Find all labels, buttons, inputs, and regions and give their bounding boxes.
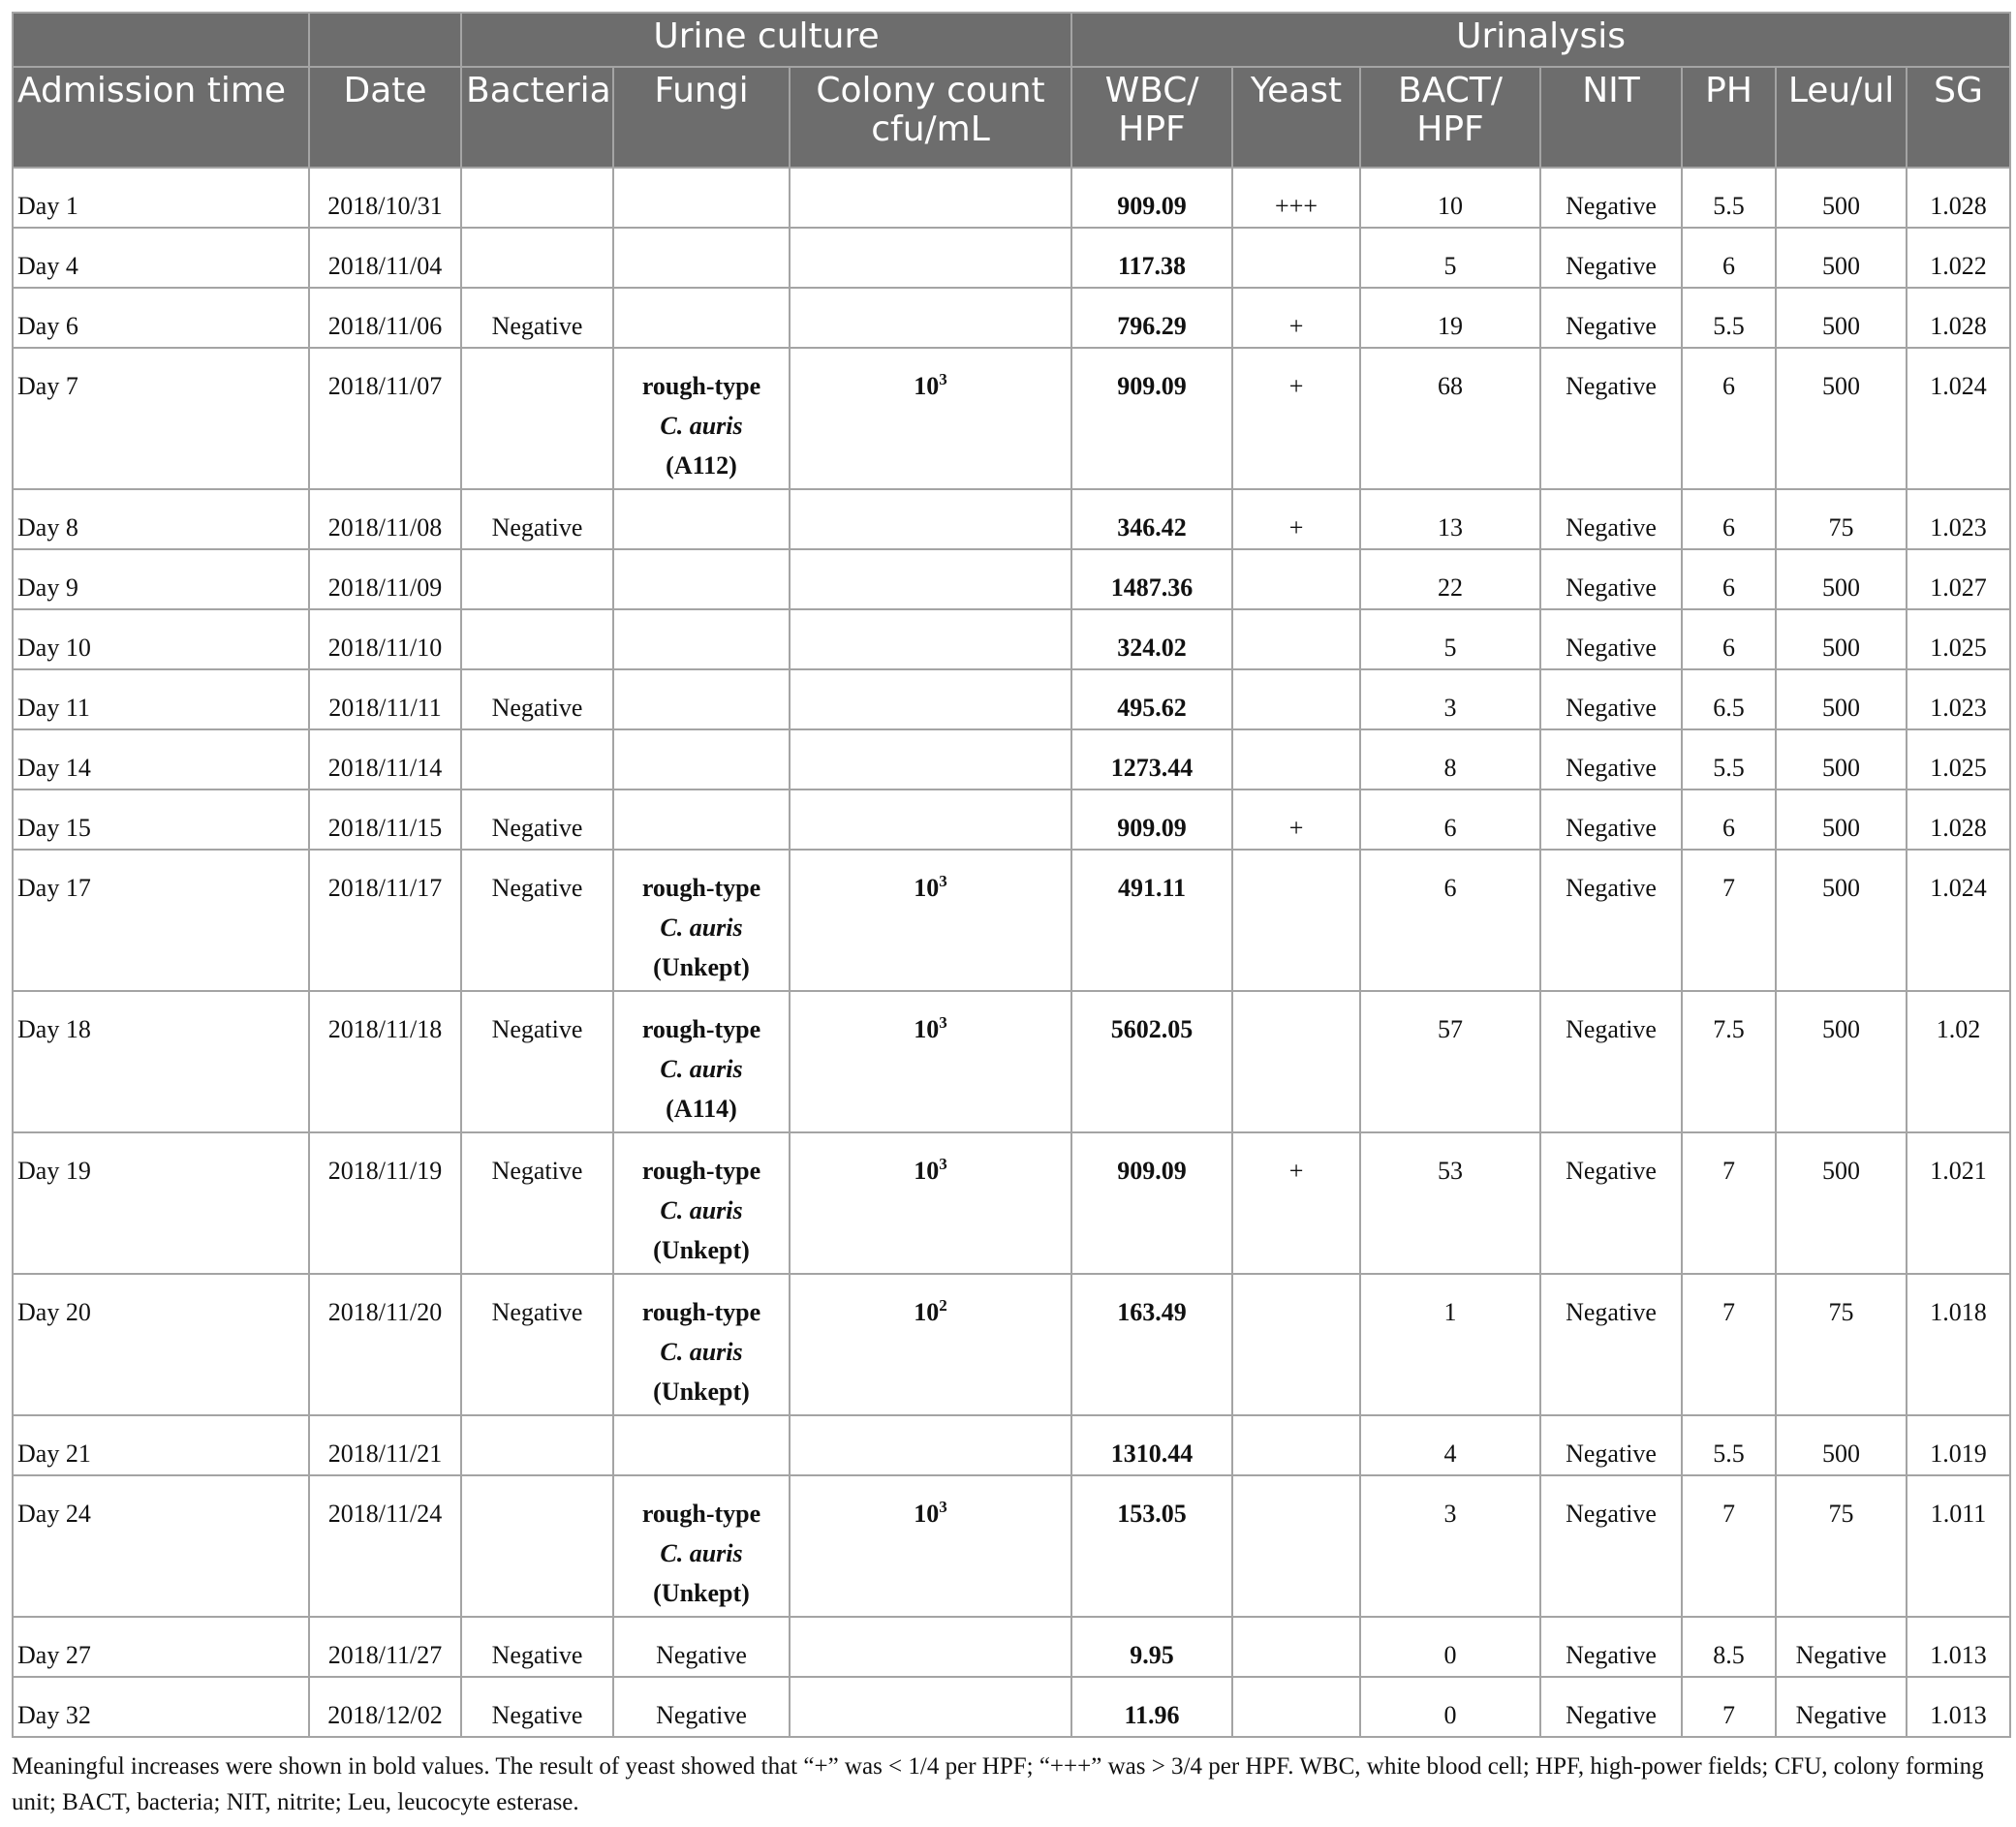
cell-admission-time: Day 21 bbox=[13, 1415, 309, 1475]
cell-bact: 0 bbox=[1360, 1677, 1540, 1737]
table-row bbox=[13, 609, 2010, 669]
cell-admission-time: Day 15 bbox=[13, 790, 309, 850]
cell-wbc: 117.38 bbox=[1071, 228, 1232, 288]
cell-date: 2018/11/24 bbox=[309, 1475, 461, 1617]
cell-fungi bbox=[613, 1475, 790, 1617]
cell-yeast bbox=[1232, 549, 1360, 609]
cell-date: 2018/11/27 bbox=[309, 1617, 461, 1677]
cell-admission-time: Day 6 bbox=[13, 288, 309, 348]
header-group-row bbox=[13, 13, 2010, 67]
table-row bbox=[13, 1677, 2010, 1737]
cell-admission-time: Day 17 bbox=[13, 850, 309, 991]
cell-admission-time: Day 8 bbox=[13, 489, 309, 549]
cell-wbc: 346.42 bbox=[1071, 489, 1232, 549]
header-empty-1 bbox=[13, 13, 309, 67]
cell-leu: 75 bbox=[1776, 1475, 1907, 1617]
cell-fungi bbox=[613, 549, 790, 609]
cell-admission-time: Day 27 bbox=[13, 1617, 309, 1677]
cell-nit: Negative bbox=[1540, 489, 1682, 549]
fungi-line: C. auris bbox=[660, 1338, 743, 1366]
cell-date: 2018/12/02 bbox=[309, 1677, 461, 1737]
col-bact-hpf: BACT/ HPF bbox=[1360, 67, 1540, 168]
cell-wbc: 909.09 bbox=[1071, 790, 1232, 850]
cell-leu: 500 bbox=[1776, 348, 1907, 489]
cell-fungi bbox=[613, 850, 790, 991]
cell-yeast bbox=[1232, 850, 1360, 991]
cell-ph: 7 bbox=[1682, 1132, 1776, 1274]
cell-date: 2018/11/14 bbox=[309, 729, 461, 790]
cell-fungi bbox=[613, 489, 790, 549]
cell-sg: 1.023 bbox=[1907, 669, 2010, 729]
cell-bacteria bbox=[461, 1415, 613, 1475]
cell-admission-time: Day 1 bbox=[13, 168, 309, 228]
cell-admission-time: Day 7 bbox=[13, 348, 309, 489]
fungi-line: (Unkept) bbox=[653, 1579, 750, 1607]
cell-ph: 5.5 bbox=[1682, 1415, 1776, 1475]
cell-wbc: 9.95 bbox=[1071, 1617, 1232, 1677]
colony-base: 10 bbox=[914, 1500, 940, 1528]
cell-bacteria: Negative bbox=[461, 1677, 613, 1737]
cell-bact: 3 bbox=[1360, 669, 1540, 729]
cell-nit: Negative bbox=[1540, 790, 1682, 850]
cell-nit: Negative bbox=[1540, 168, 1682, 228]
cell-colony-count bbox=[790, 489, 1071, 549]
cell-leu: 500 bbox=[1776, 991, 1907, 1132]
cell-ph: 6.5 bbox=[1682, 669, 1776, 729]
cell-colony-count bbox=[790, 1677, 1071, 1737]
cell-sg: 1.027 bbox=[1907, 549, 2010, 609]
cell-leu: 500 bbox=[1776, 549, 1907, 609]
header-urine-culture: Urine culture bbox=[461, 13, 1071, 67]
cell-ph: 7 bbox=[1682, 1274, 1776, 1415]
cell-leu: 500 bbox=[1776, 168, 1907, 228]
cell-wbc: 1487.36 bbox=[1071, 549, 1232, 609]
fungi-line: C. auris bbox=[660, 1539, 743, 1567]
cell-yeast: + bbox=[1232, 489, 1360, 549]
col-bacteria: Bacteria bbox=[461, 67, 613, 168]
cell-nit: Negative bbox=[1540, 991, 1682, 1132]
cell-date: 2018/10/31 bbox=[309, 168, 461, 228]
table-row bbox=[13, 790, 2010, 850]
cell-bacteria bbox=[461, 168, 613, 228]
colony-exponent: 3 bbox=[939, 1155, 947, 1173]
cell-sg: 1.018 bbox=[1907, 1274, 2010, 1415]
cell-colony-count bbox=[790, 288, 1071, 348]
cell-fungi bbox=[613, 669, 790, 729]
cell-nit: Negative bbox=[1540, 1132, 1682, 1274]
cell-ph: 7 bbox=[1682, 1475, 1776, 1617]
cell-bact: 22 bbox=[1360, 549, 1540, 609]
colony-base: 10 bbox=[914, 372, 940, 400]
colony-base: 10 bbox=[914, 1298, 940, 1326]
cell-yeast: + bbox=[1232, 348, 1360, 489]
cell-ph: 7.5 bbox=[1682, 991, 1776, 1132]
cell-fungi bbox=[613, 288, 790, 348]
cell-colony-count bbox=[790, 549, 1071, 609]
cell-sg: 1.028 bbox=[1907, 288, 2010, 348]
table-row bbox=[13, 348, 2010, 489]
table-row bbox=[13, 1617, 2010, 1677]
cell-wbc: 1273.44 bbox=[1071, 729, 1232, 790]
cell-date: 2018/11/09 bbox=[309, 549, 461, 609]
cell-date: 2018/11/19 bbox=[309, 1132, 461, 1274]
cell-nit: Negative bbox=[1540, 729, 1682, 790]
cell-leu: 75 bbox=[1776, 489, 1907, 549]
cell-bact: 8 bbox=[1360, 729, 1540, 790]
urine-results-table bbox=[12, 12, 2011, 1738]
cell-leu: Negative bbox=[1776, 1677, 1907, 1737]
cell-nit: Negative bbox=[1540, 1415, 1682, 1475]
cell-admission-time: Day 9 bbox=[13, 549, 309, 609]
table-body bbox=[13, 168, 2010, 1737]
cell-sg: 1.025 bbox=[1907, 729, 2010, 790]
cell-date: 2018/11/21 bbox=[309, 1415, 461, 1475]
cell-wbc: 796.29 bbox=[1071, 288, 1232, 348]
cell-sg: 1.028 bbox=[1907, 790, 2010, 850]
cell-wbc: 909.09 bbox=[1071, 1132, 1232, 1274]
cell-date: 2018/11/08 bbox=[309, 489, 461, 549]
table-row bbox=[13, 228, 2010, 288]
cell-bacteria: Negative bbox=[461, 991, 613, 1132]
cell-sg: 1.024 bbox=[1907, 348, 2010, 489]
cell-bacteria: Negative bbox=[461, 1132, 613, 1274]
cell-colony-count bbox=[790, 348, 1071, 489]
cell-fungi bbox=[613, 991, 790, 1132]
cell-date: 2018/11/06 bbox=[309, 288, 461, 348]
cell-leu: 500 bbox=[1776, 669, 1907, 729]
cell-wbc: 495.62 bbox=[1071, 669, 1232, 729]
table-row bbox=[13, 1274, 2010, 1415]
colony-exponent: 3 bbox=[939, 1498, 947, 1516]
cell-sg: 1.024 bbox=[1907, 850, 2010, 991]
col-colony-count: Colony count cfu/mL bbox=[790, 67, 1071, 168]
cell-colony-count bbox=[790, 228, 1071, 288]
table-row bbox=[13, 669, 2010, 729]
cell-leu: 500 bbox=[1776, 1415, 1907, 1475]
cell-nit: Negative bbox=[1540, 288, 1682, 348]
cell-fungi bbox=[613, 790, 790, 850]
cell-yeast bbox=[1232, 1617, 1360, 1677]
cell-sg: 1.025 bbox=[1907, 609, 2010, 669]
cell-bacteria: Negative bbox=[461, 669, 613, 729]
fungi-line: rough-type bbox=[641, 1015, 761, 1043]
header-empty-2 bbox=[309, 13, 461, 67]
cell-admission-time: Day 11 bbox=[13, 669, 309, 729]
cell-bacteria: Negative bbox=[461, 489, 613, 549]
cell-colony-count bbox=[790, 729, 1071, 790]
cell-fungi bbox=[613, 1415, 790, 1475]
fungi-line: C. auris bbox=[660, 1196, 743, 1224]
cell-yeast bbox=[1232, 1475, 1360, 1617]
cell-yeast bbox=[1232, 669, 1360, 729]
cell-ph: 5.5 bbox=[1682, 729, 1776, 790]
cell-wbc: 1310.44 bbox=[1071, 1415, 1232, 1475]
cell-sg: 1.013 bbox=[1907, 1617, 2010, 1677]
cell-nit: Negative bbox=[1540, 1475, 1682, 1617]
cell-leu: 500 bbox=[1776, 609, 1907, 669]
cell-wbc: 909.09 bbox=[1071, 168, 1232, 228]
cell-bact: 68 bbox=[1360, 348, 1540, 489]
cell-bact: 53 bbox=[1360, 1132, 1540, 1274]
cell-colony-count bbox=[790, 1617, 1071, 1677]
cell-yeast bbox=[1232, 609, 1360, 669]
cell-date: 2018/11/10 bbox=[309, 609, 461, 669]
fungi-line: (A112) bbox=[666, 451, 737, 480]
col-nit: NIT bbox=[1540, 67, 1682, 168]
cell-yeast bbox=[1232, 1677, 1360, 1737]
cell-nit: Negative bbox=[1540, 609, 1682, 669]
cell-sg: 1.02 bbox=[1907, 991, 2010, 1132]
cell-admission-time: Day 14 bbox=[13, 729, 309, 790]
fungi-line: C. auris bbox=[660, 914, 743, 942]
fungi-line: (Unkept) bbox=[653, 1378, 750, 1406]
cell-colony-count bbox=[790, 669, 1071, 729]
cell-admission-time: Day 19 bbox=[13, 1132, 309, 1274]
cell-wbc: 153.05 bbox=[1071, 1475, 1232, 1617]
cell-nit: Negative bbox=[1540, 850, 1682, 991]
cell-ph: 5.5 bbox=[1682, 168, 1776, 228]
cell-bacteria: Negative bbox=[461, 288, 613, 348]
cell-leu: 500 bbox=[1776, 850, 1907, 991]
cell-bacteria bbox=[461, 228, 613, 288]
col-admission-time: Admission time bbox=[13, 67, 309, 168]
table-row bbox=[13, 729, 2010, 790]
colony-exponent: 3 bbox=[939, 370, 947, 388]
cell-bact: 5 bbox=[1360, 609, 1540, 669]
cell-bact: 3 bbox=[1360, 1475, 1540, 1617]
fungi-line: rough-type bbox=[641, 1500, 761, 1528]
cell-ph: 6 bbox=[1682, 549, 1776, 609]
colony-base: 10 bbox=[914, 1157, 940, 1185]
colony-exponent: 3 bbox=[939, 1013, 947, 1032]
cell-bact: 6 bbox=[1360, 850, 1540, 991]
cell-colony-count bbox=[790, 1274, 1071, 1415]
cell-sg: 1.028 bbox=[1907, 168, 2010, 228]
cell-fungi bbox=[613, 168, 790, 228]
cell-bacteria bbox=[461, 609, 613, 669]
cell-bacteria bbox=[461, 1475, 613, 1617]
col-yeast: Yeast bbox=[1232, 67, 1360, 168]
cell-ph: 5.5 bbox=[1682, 288, 1776, 348]
cell-date: 2018/11/20 bbox=[309, 1274, 461, 1415]
fungi-line: rough-type bbox=[641, 372, 761, 400]
cell-ph: 6 bbox=[1682, 228, 1776, 288]
cell-bacteria bbox=[461, 729, 613, 790]
cell-colony-count bbox=[790, 609, 1071, 669]
cell-bact: 4 bbox=[1360, 1415, 1540, 1475]
cell-nit: Negative bbox=[1540, 228, 1682, 288]
fungi-line: Negative bbox=[656, 1641, 747, 1669]
cell-nit: Negative bbox=[1540, 1617, 1682, 1677]
colony-exponent: 2 bbox=[939, 1296, 947, 1315]
cell-date: 2018/11/04 bbox=[309, 228, 461, 288]
table-row bbox=[13, 168, 2010, 228]
cell-fungi bbox=[613, 1677, 790, 1737]
cell-yeast: + bbox=[1232, 288, 1360, 348]
cell-yeast bbox=[1232, 991, 1360, 1132]
cell-fungi bbox=[613, 1274, 790, 1415]
table-row bbox=[13, 549, 2010, 609]
cell-date: 2018/11/07 bbox=[309, 348, 461, 489]
cell-admission-time: Day 32 bbox=[13, 1677, 309, 1737]
cell-yeast bbox=[1232, 1274, 1360, 1415]
colony-exponent: 3 bbox=[939, 872, 947, 890]
cell-yeast: + bbox=[1232, 790, 1360, 850]
col-ph: PH bbox=[1682, 67, 1776, 168]
cell-sg: 1.022 bbox=[1907, 228, 2010, 288]
cell-colony-count bbox=[790, 1475, 1071, 1617]
cell-yeast bbox=[1232, 729, 1360, 790]
cell-bact: 5 bbox=[1360, 228, 1540, 288]
cell-leu: 500 bbox=[1776, 288, 1907, 348]
fungi-line: rough-type bbox=[641, 1298, 761, 1326]
fungi-line: rough-type bbox=[641, 1157, 761, 1185]
cell-ph: 7 bbox=[1682, 1677, 1776, 1737]
fungi-line: rough-type bbox=[641, 874, 761, 902]
cell-date: 2018/11/18 bbox=[309, 991, 461, 1132]
cell-nit: Negative bbox=[1540, 1677, 1682, 1737]
col-wbc-hpf: WBC/ HPF bbox=[1071, 67, 1232, 168]
cell-bact: 1 bbox=[1360, 1274, 1540, 1415]
cell-nit: Negative bbox=[1540, 1274, 1682, 1415]
colony-base: 10 bbox=[914, 874, 940, 902]
cell-nit: Negative bbox=[1540, 348, 1682, 489]
cell-bact: 57 bbox=[1360, 991, 1540, 1132]
cell-date: 2018/11/15 bbox=[309, 790, 461, 850]
cell-nit: Negative bbox=[1540, 669, 1682, 729]
cell-yeast: + bbox=[1232, 1132, 1360, 1274]
table-row bbox=[13, 489, 2010, 549]
fungi-line: C. auris bbox=[660, 1055, 743, 1083]
cell-sg: 1.019 bbox=[1907, 1415, 2010, 1475]
fungi-line: (Unkept) bbox=[653, 953, 750, 981]
cell-ph: 7 bbox=[1682, 850, 1776, 991]
cell-fungi bbox=[613, 1132, 790, 1274]
cell-ph: 8.5 bbox=[1682, 1617, 1776, 1677]
table-row bbox=[13, 850, 2010, 991]
cell-sg: 1.011 bbox=[1907, 1475, 2010, 1617]
col-sg: SG bbox=[1907, 67, 2010, 168]
fungi-line: Negative bbox=[656, 1701, 747, 1729]
cell-bacteria: Negative bbox=[461, 850, 613, 991]
cell-wbc: 491.11 bbox=[1071, 850, 1232, 991]
cell-leu: Negative bbox=[1776, 1617, 1907, 1677]
cell-admission-time: Day 24 bbox=[13, 1475, 309, 1617]
cell-date: 2018/11/17 bbox=[309, 850, 461, 991]
cell-leu: 500 bbox=[1776, 729, 1907, 790]
table-row bbox=[13, 288, 2010, 348]
cell-admission-time: Day 20 bbox=[13, 1274, 309, 1415]
cell-bact: 0 bbox=[1360, 1617, 1540, 1677]
cell-yeast bbox=[1232, 228, 1360, 288]
cell-yeast: +++ bbox=[1232, 168, 1360, 228]
fungi-line: (A114) bbox=[666, 1095, 737, 1123]
cell-bact: 6 bbox=[1360, 790, 1540, 850]
cell-wbc: 163.49 bbox=[1071, 1274, 1232, 1415]
cell-fungi bbox=[613, 729, 790, 790]
cell-leu: 75 bbox=[1776, 1274, 1907, 1415]
cell-wbc: 324.02 bbox=[1071, 609, 1232, 669]
cell-bacteria: Negative bbox=[461, 790, 613, 850]
cell-ph: 6 bbox=[1682, 790, 1776, 850]
colony-base: 10 bbox=[914, 1015, 940, 1043]
table-footnote: Meaningful increases were shown in bold values. The result of yeast showed that “+” was < 1/4 per HPF; “+++” was > 3/4 per HPF. WBC, white blood cell; HPF, high-power fields; CFU, colony forming unit; BACT, bacteria; NIT, nitrite; Leu, leucocyte esterase. bbox=[12, 1753, 1984, 1815]
cell-colony-count bbox=[790, 991, 1071, 1132]
cell-colony-count bbox=[790, 1415, 1071, 1475]
cell-bact: 10 bbox=[1360, 168, 1540, 228]
cell-sg: 1.013 bbox=[1907, 1677, 2010, 1737]
cell-fungi bbox=[613, 228, 790, 288]
cell-wbc: 909.09 bbox=[1071, 348, 1232, 489]
cell-sg: 1.021 bbox=[1907, 1132, 2010, 1274]
cell-wbc: 11.96 bbox=[1071, 1677, 1232, 1737]
cell-fungi bbox=[613, 609, 790, 669]
col-leu: Leu/ul bbox=[1776, 67, 1907, 168]
header-column-row bbox=[13, 67, 2010, 168]
cell-fungi bbox=[613, 348, 790, 489]
cell-colony-count bbox=[790, 168, 1071, 228]
cell-colony-count bbox=[790, 850, 1071, 991]
cell-leu: 500 bbox=[1776, 1132, 1907, 1274]
cell-admission-time: Day 18 bbox=[13, 991, 309, 1132]
cell-wbc: 5602.05 bbox=[1071, 991, 1232, 1132]
cell-bacteria bbox=[461, 549, 613, 609]
cell-leu: 500 bbox=[1776, 228, 1907, 288]
cell-bact: 19 bbox=[1360, 288, 1540, 348]
cell-bacteria: Negative bbox=[461, 1617, 613, 1677]
col-fungi: Fungi bbox=[613, 67, 790, 168]
cell-nit: Negative bbox=[1540, 549, 1682, 609]
cell-admission-time: Day 10 bbox=[13, 609, 309, 669]
cell-bact: 13 bbox=[1360, 489, 1540, 549]
table-row bbox=[13, 1132, 2010, 1274]
cell-bacteria: Negative bbox=[461, 1274, 613, 1415]
cell-ph: 6 bbox=[1682, 609, 1776, 669]
table-row bbox=[13, 1475, 2010, 1617]
cell-bacteria bbox=[461, 348, 613, 489]
cell-admission-time: Day 4 bbox=[13, 228, 309, 288]
cell-yeast bbox=[1232, 1415, 1360, 1475]
table-row bbox=[13, 991, 2010, 1132]
cell-ph: 6 bbox=[1682, 348, 1776, 489]
fungi-line: C. auris bbox=[660, 412, 743, 440]
cell-colony-count bbox=[790, 1132, 1071, 1274]
cell-ph: 6 bbox=[1682, 489, 1776, 549]
table-row bbox=[13, 1415, 2010, 1475]
fungi-line: (Unkept) bbox=[653, 1236, 750, 1264]
cell-colony-count bbox=[790, 790, 1071, 850]
cell-leu: 500 bbox=[1776, 790, 1907, 850]
cell-sg: 1.023 bbox=[1907, 489, 2010, 549]
col-date: Date bbox=[309, 67, 461, 168]
cell-fungi bbox=[613, 1617, 790, 1677]
header-urinalysis: Urinalysis bbox=[1071, 13, 2010, 67]
cell-date: 2018/11/11 bbox=[309, 669, 461, 729]
